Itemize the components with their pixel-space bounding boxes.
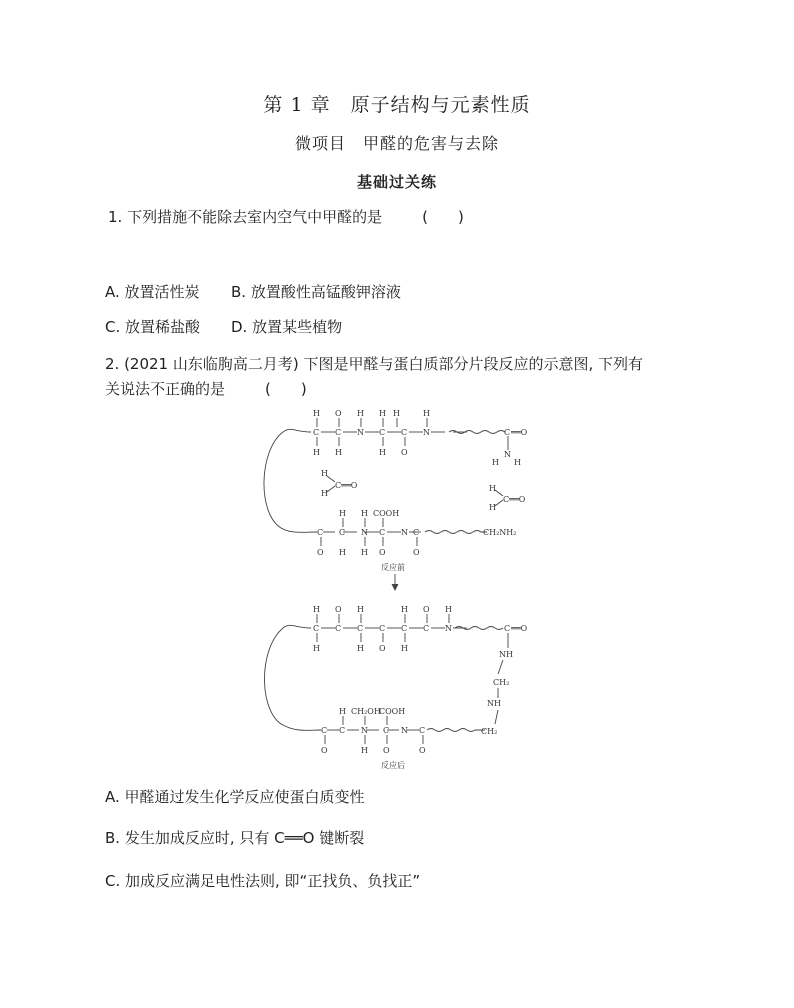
atom-h: H: [357, 644, 364, 653]
atom-c: C: [339, 528, 346, 537]
atom-h: H: [313, 644, 320, 653]
atom-n: N: [401, 726, 408, 735]
before-reaction-label: 反应前: [381, 563, 405, 572]
atom-c: C: [335, 428, 342, 437]
cooh-group: COOH: [373, 509, 400, 518]
atom-n: N: [357, 428, 364, 437]
atom-h: H: [489, 484, 496, 493]
atom-h: H: [339, 548, 346, 557]
atom-c: C: [313, 428, 320, 437]
atom-h: H: [361, 548, 368, 557]
question-2-line1: 2. (2021 山东临朐高二月考) 下图是甲醛与蛋白质部分片段反应的示意图, 下列有: [105, 355, 644, 373]
after-reaction-label: 反应后: [381, 761, 405, 770]
question-1-text: 1. 下列措施不能除去室内空气中甲醛的是: [108, 208, 383, 226]
atom-c: C: [379, 528, 386, 537]
answer-blank: ( ): [422, 208, 464, 226]
reaction-diagram: [255, 398, 545, 776]
atom-h: H: [313, 448, 320, 457]
atom-c: C: [339, 726, 346, 735]
formaldehyde-co: C══O: [503, 495, 526, 504]
atom-h: H: [339, 509, 346, 518]
atom-c: C: [379, 428, 386, 437]
atom-n: N: [445, 624, 452, 633]
option-1a: A. 放置活性炭: [105, 283, 200, 301]
atom-n: N: [423, 428, 430, 437]
atom-h: H: [514, 458, 521, 467]
atom-n: N: [361, 726, 368, 735]
option-2a: A. 甲醛通过发生化学反应使蛋白质变性: [105, 788, 365, 806]
atom-h: H: [335, 448, 342, 457]
atom-c: C: [335, 624, 342, 633]
atom-eq-o: ══O: [511, 428, 528, 437]
atom-h: H: [339, 707, 346, 716]
atom-c: C: [401, 624, 408, 633]
atom-h: H: [313, 409, 320, 418]
atom-o: O: [335, 409, 342, 418]
atom-o: O: [317, 548, 324, 557]
ch2nh2-group: CH₂NH₂: [483, 528, 517, 537]
atom-o: O: [383, 746, 390, 755]
nh-group: NH: [499, 650, 513, 659]
answer-blank: ( ): [265, 380, 307, 398]
atom-c: C: [357, 624, 364, 633]
question-1-stem: [108, 206, 464, 227]
micro-project-title: 微项目 甲醛的危害与去除: [294, 134, 499, 153]
nh-group: NH: [487, 699, 501, 708]
atom-o: O: [419, 746, 426, 755]
atom-c: C: [317, 528, 324, 537]
chapter-title: 第 1 章 原子结构与元素性质: [263, 94, 531, 116]
atom-c: C: [379, 624, 386, 633]
atom-h: H: [423, 409, 430, 418]
atom-c: C: [383, 726, 390, 735]
atom-h: H: [321, 469, 328, 478]
atom-c: C: [321, 726, 328, 735]
atom-o: O: [379, 548, 386, 557]
atom-c: C: [423, 624, 430, 633]
atom-h: H: [321, 489, 328, 498]
atom-h: H: [357, 605, 364, 614]
atom-n: N: [401, 528, 408, 537]
cooh-group: COOH: [379, 707, 406, 716]
atom-h: H: [401, 605, 408, 614]
option-1d: D. 放置某些植物: [231, 318, 343, 336]
atom-c: C: [413, 528, 420, 537]
atom-h: H: [445, 605, 452, 614]
atom-o: O: [379, 644, 386, 653]
atom-h: H: [361, 509, 368, 518]
atom-c: C: [401, 428, 408, 437]
ch2-group: CH₂: [481, 727, 498, 736]
question-2-line2: [105, 378, 307, 399]
option-1c: C. 放置稀盐酸: [105, 318, 201, 336]
atom-h: H: [357, 409, 364, 418]
atom-h: H: [313, 605, 320, 614]
option-2c: C. 加成反应满足电性法则, 即“正找负、负找正”: [105, 872, 421, 890]
ch2-group: CH₂: [493, 678, 510, 687]
atom-h: H: [401, 644, 408, 653]
atom-o: O: [321, 746, 328, 755]
ch2oh-group: CH₂OH: [351, 707, 381, 716]
section-heading: 基础过关练: [356, 173, 437, 191]
atom-c: C: [504, 624, 511, 633]
atom-h: H: [361, 746, 368, 755]
option-2b: B. 发生加成反应时, 只有 C══O 键断裂: [105, 829, 365, 847]
atom-h: H: [379, 409, 386, 418]
atom-o: O: [413, 548, 420, 557]
atom-h: H: [489, 503, 496, 512]
atom-n: N: [504, 450, 511, 459]
atom-o: O: [401, 448, 408, 457]
question-2-text: 关说法不正确的是: [105, 380, 226, 398]
atom-eq-o: ══O: [511, 624, 528, 633]
atom-h: H: [393, 409, 400, 418]
atom-c: C: [313, 624, 320, 633]
atom-o: O: [423, 605, 430, 614]
atom-h: H: [492, 458, 499, 467]
formaldehyde-co: C══O: [335, 481, 358, 490]
option-1b: B. 放置酸性高锰酸钾溶液: [231, 283, 401, 301]
atom-n: N: [361, 528, 368, 537]
atom-c: C: [504, 428, 511, 437]
atom-o: O: [335, 605, 342, 614]
atom-c: C: [419, 726, 426, 735]
atom-h: H: [379, 448, 386, 457]
